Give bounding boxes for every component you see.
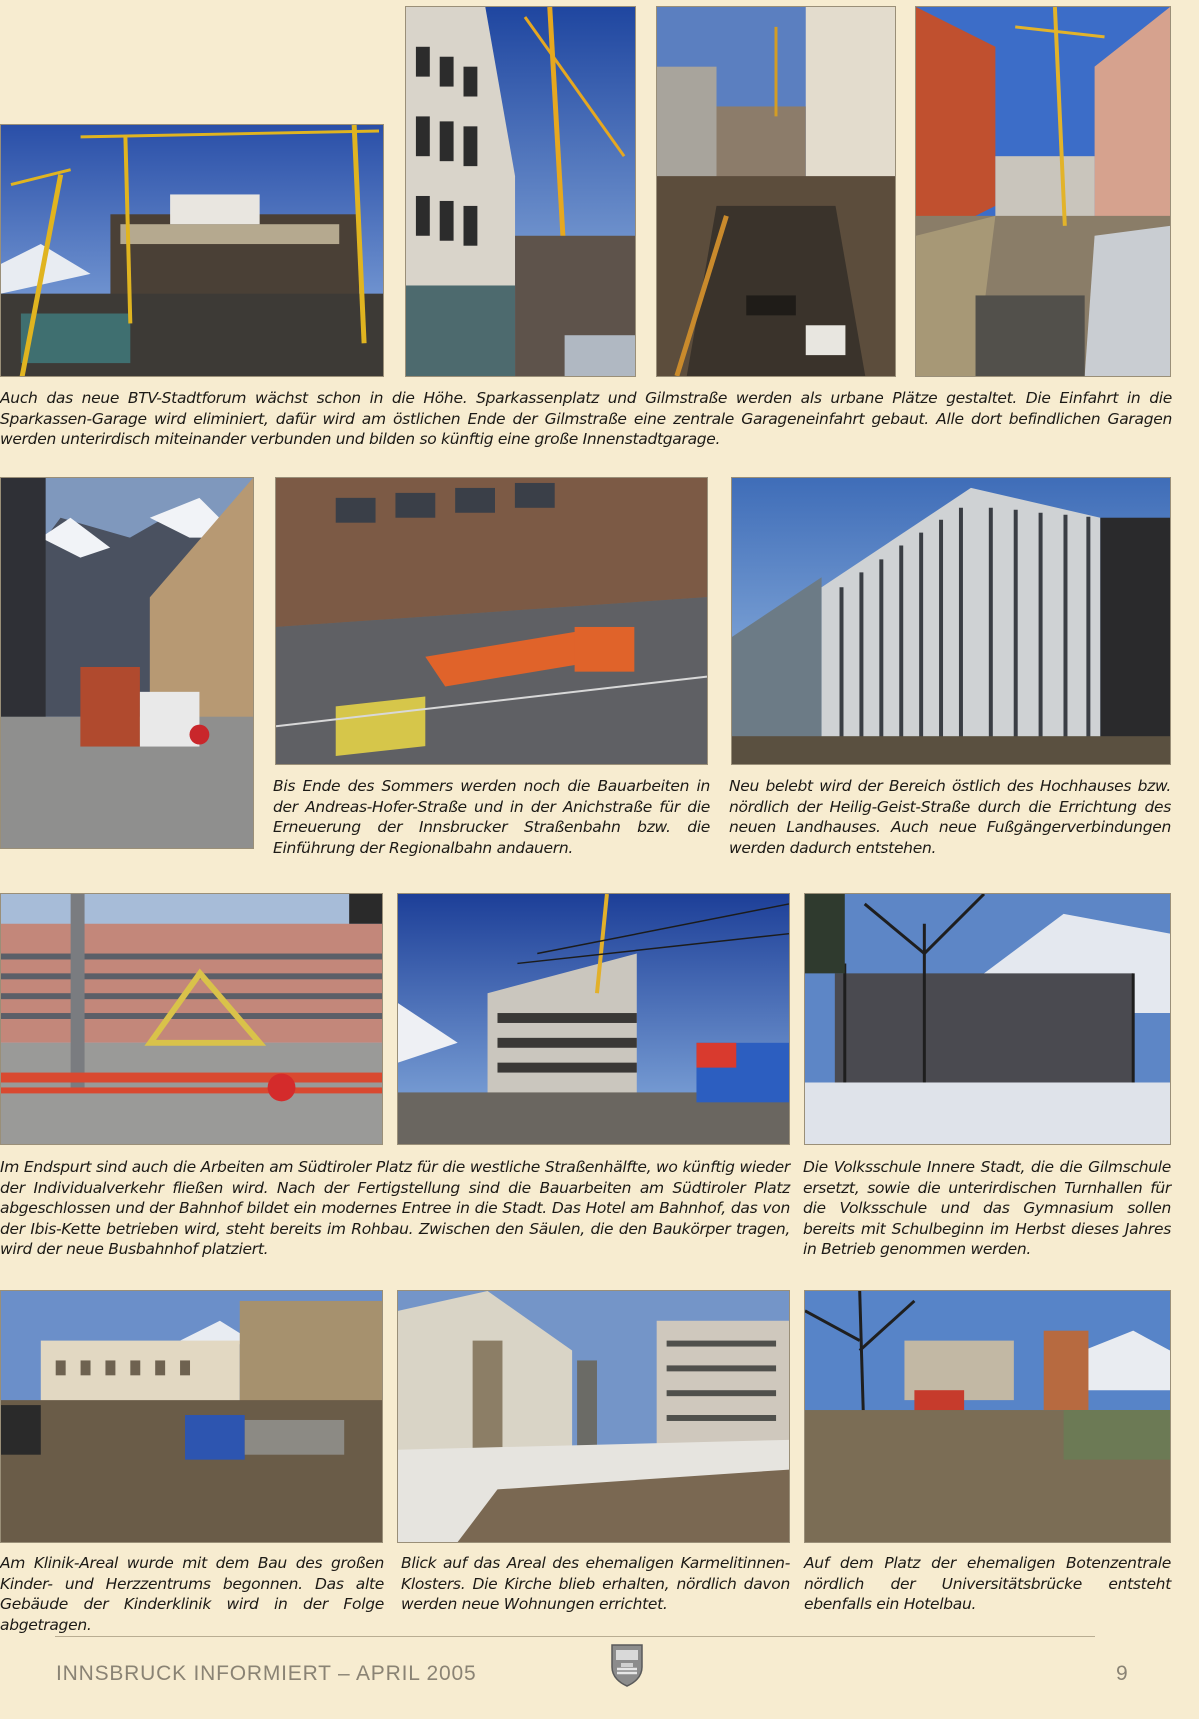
page-number: 9 bbox=[1116, 1662, 1128, 1685]
photo-gilmstrasse-site bbox=[915, 6, 1171, 377]
caption-row2-middle: Bis Ende des Sommers werden noch die Bauarbeiten in der Andreas-Hofer-Straße und in der Anichstraße für die Erneuerung der Innsbrucker Straßenbahn bzw. die Einführung der Regionalbahn andauern. bbox=[273, 777, 710, 857]
photo-hotel-am-bahnhof-rohbau bbox=[397, 893, 790, 1145]
photo-excavation-trench bbox=[656, 6, 896, 377]
caption-row4-right: Auf dem Platz der ehemaligen Botenzentrale nördlich der Universitätsbrücke entsteht ebenfalls ein Hotelbau. bbox=[804, 1554, 1171, 1613]
photo-excavator-andreas-hofer-strasse bbox=[275, 477, 708, 765]
caption-row2-right: Neu belebt wird der Bereich östlich des Hochhauses bzw. nördlich der Heilig-Geist-Straße durch die Errichtung des neuen Landhauses. Auch neue Fußgängerverbindungen werden dadurch entstehen. bbox=[729, 777, 1171, 857]
caption-row3-left: Im Endspurt sind auch die Arbeiten am Südtiroler Platz für die westliche Straßenhälfte, wo künftig wieder der Individualverkehr fließen wird. Nach der Fertigstellung sind die Bauarbeiten am Südtiroler Platz abgeschlossen und der Bahnhof bildet ein modernes Entree in die Stadt. Das Hotel am Bahnhof, das von der Ibis-Kette betrieben wird, steht bereits im Rohbau. Zwischen den Säulen, die den Baukörper tragen, wird der neue Busbahnhof platziert. bbox=[0, 1158, 790, 1258]
caption-row1: Auch das neue BTV-Stadtforum wächst schon in die Höhe. Sparkassenplatz und Gilmstraße werden als urbane Plätze gestaltet. Die Einfahrt in die Sparkassen-Garage wird eliminiert, dafür wird am östlichen Ende der Gilmstraße eine zentrale Garageneinfahrt gebaut. Alle dort befindlichen Garagen werden unterirdisch miteinander verbunden und bilden so künftig eine große Innenstadtgarage. bbox=[0, 389, 1172, 448]
photo-karmelitinnen-kloster-areal bbox=[397, 1290, 790, 1543]
caption-row4-middle: Blick auf das Areal des ehemaligen Karmelitinnen-Klosters. Die Kirche blieb erhalten, nördlich davon werden neue Wohnungen errichtet. bbox=[401, 1554, 790, 1613]
photo-suedtiroler-platz-bahnhof bbox=[0, 893, 383, 1145]
photo-building-shell-crane bbox=[405, 6, 636, 377]
caption-row4-left: Am Klinik-Areal wurde mit dem Bau des großen Kinder- und Herzzentrums begonnen. Das alte Gebäude der Kinderklinik wird in der Folge abgetragen. bbox=[0, 1554, 384, 1634]
footer-publication-title: INNSBRUCK INFORMIERT – APRIL 2005 bbox=[56, 1662, 477, 1685]
footer-divider bbox=[55, 1636, 1095, 1637]
photo-tram-street-mountains bbox=[0, 477, 254, 849]
photo-botenzentrale-hotelbau bbox=[804, 1290, 1171, 1543]
photo-volksschule-innere-stadt bbox=[804, 893, 1171, 1145]
photo-klinik-areal bbox=[0, 1290, 383, 1543]
photo-new-landhaus bbox=[731, 477, 1171, 765]
innsbruck-coat-of-arms-icon bbox=[609, 1643, 645, 1687]
photo-btv-stadtforum-cranes bbox=[0, 124, 384, 377]
caption-row3-right: Die Volksschule Innere Stadt, die die Gilmschule ersetzt, sowie die unterirdischen Turnhallen für die Volksschule und das Gymnasium sollen bereits mit Schulbeginn im Herbst dieses Jahres in Betrieb genommen werden. bbox=[803, 1158, 1171, 1258]
